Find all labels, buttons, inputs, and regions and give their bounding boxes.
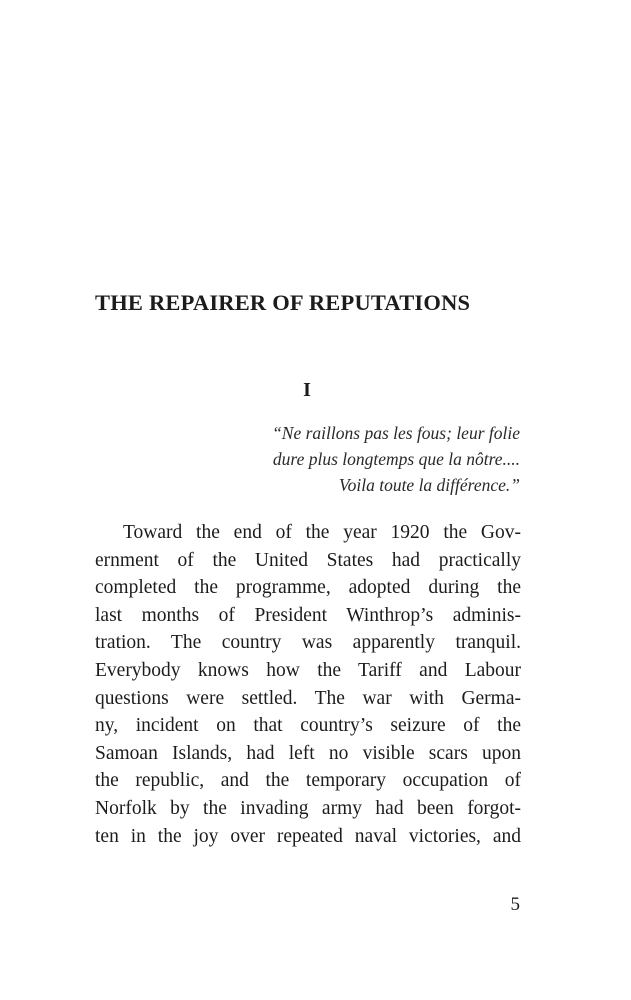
body-line: completed the programme, adopted during the [95,577,521,599]
section-number: I [303,379,311,401]
body-line: ny, incident on that country’s seizure of the [95,715,521,737]
body-line: Norfolk by the invading army had been forgot- [95,797,521,819]
body-line: tration. The country was apparently tranquil. [95,632,521,654]
body-line: Samoan Islands, had left no visible scars upon [95,742,521,764]
epigraph-line: Voila toute la différence.” [338,475,520,495]
epigraph-line: “Ne raillons pas les fous; leur folie [272,423,520,443]
body-paragraph [95,519,521,850]
page-number: 5 [510,894,520,915]
epigraph [272,420,520,498]
body-line: Toward the end of the year 1920 the Gov- [123,522,521,543]
body-line: the republic, and the temporary occupation of [95,770,521,792]
body-line: Everybody knows how the Tariff and Labour [95,659,521,681]
body-line: ernment of the United States had practically [95,549,521,571]
epigraph-line: dure plus longtemps que la nôtre.... [272,449,520,469]
body-line: ten in the joy over repeated naval victories, and [95,825,521,847]
chapter-title: THE REPAIRER OF REPUTATIONS [95,290,471,315]
body-line: questions were settled. The war with Germa- [95,687,521,709]
body-line: last months of President Winthrop’s adminis- [95,604,521,626]
